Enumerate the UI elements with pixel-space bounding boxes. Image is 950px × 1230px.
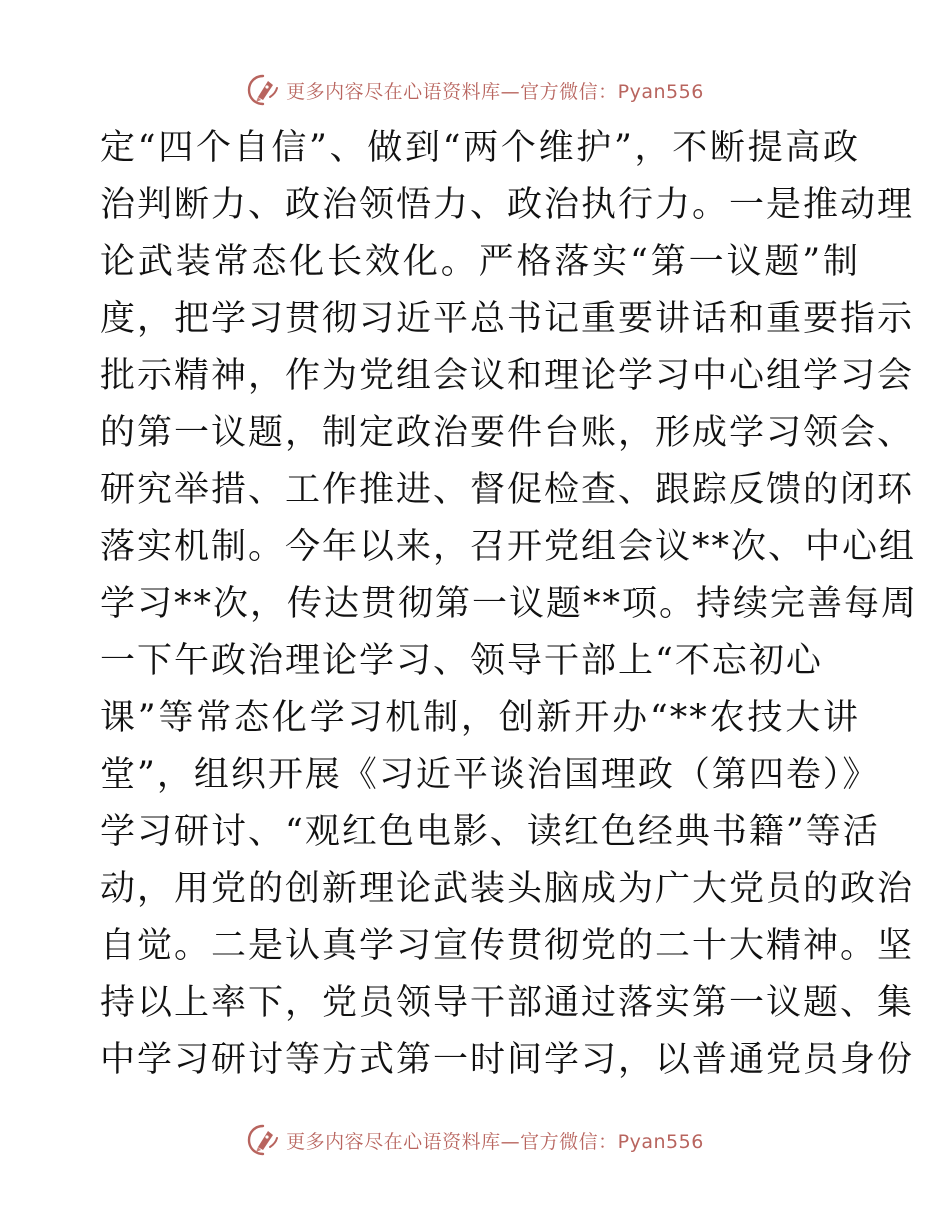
body-line: 中学习研讨等方式第一时间学习，以普通党员身份 [100, 1040, 915, 1080]
footer-site-text: 更多内容尽在心语资料库 [286, 1130, 501, 1153]
header-site-text: 更多内容尽在心语资料库 [286, 80, 501, 103]
footer-watermark-banner [0, 1120, 950, 1160]
header-watermark-text [286, 77, 704, 104]
body-line: 自觉。二是认真学习宣传贯彻党的二十大精神。坚 [100, 926, 915, 966]
header-separator: — [500, 80, 521, 103]
header-wechat-text: 官方微信：Pyan556 [520, 80, 704, 103]
body-line: 落实机制。今年以来，召开党组会议**次、中心组 [100, 527, 917, 567]
body-line: 定“四个自信”、做到“两个维护”，不断提高政 [100, 128, 860, 168]
pen-nib-logo-icon [246, 1123, 280, 1157]
body-line: 治判断力、政治领悟力、政治执行力。一是推动理 [100, 185, 915, 225]
body-line: 课”等常态化学习机制，创新开办“**农技大讲 [100, 698, 860, 738]
footer-wechat-text: 官方微信：Pyan556 [520, 1130, 704, 1153]
body-line: 堂”，组织开展《习近平谈治国理政（第四卷）》 [100, 755, 880, 795]
pen-nib-logo-icon [246, 73, 280, 107]
document-body [100, 120, 919, 1089]
header-watermark-banner [0, 70, 950, 110]
body-line: 学习研讨、“观红色电影、读红色经典书籍”等活 [100, 812, 880, 852]
footer-separator: — [500, 1130, 521, 1153]
body-line: 的第一议题，制定政治要件台账，形成学习领会、 [100, 413, 915, 453]
footer-watermark-text [286, 1127, 704, 1154]
body-line: 一下午政治理论学习、领导干部上“不忘初心 [100, 641, 823, 681]
body-line: 研究举措、工作推进、督促检查、跟踪反馈的闭环 [100, 470, 915, 510]
body-line: 度，把学习贯彻习近平总书记重要讲话和重要指示 [100, 299, 915, 339]
body-line: 学习**次，传达贯彻第一议题**项。持续完善每周 [100, 584, 919, 624]
body-line: 论武装常态化长效化。严格落实“第一议题”制 [100, 242, 860, 282]
body-line: 批示精神，作为党组会议和理论学习中心组学习会 [100, 356, 915, 396]
body-line: 持以上率下，党员领导干部通过落实第一议题、集 [100, 983, 915, 1023]
body-line: 动，用党的创新理论武装头脑成为广大党员的政治 [100, 869, 915, 909]
